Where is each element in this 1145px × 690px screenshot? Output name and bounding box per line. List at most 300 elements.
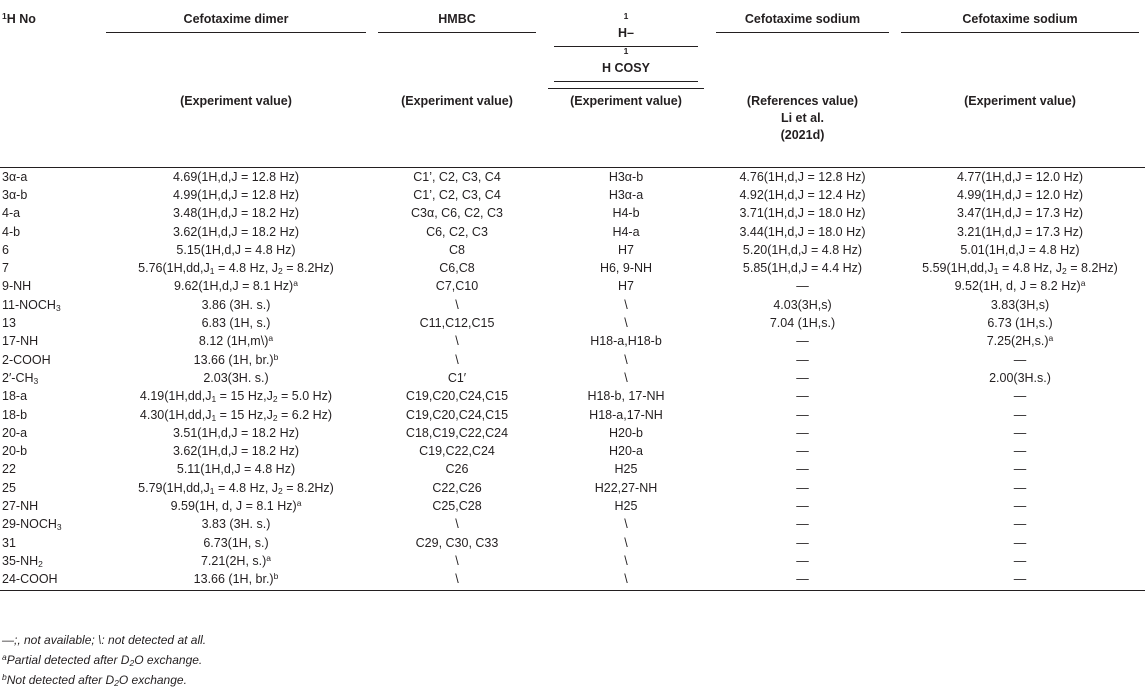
cell-dimer (100, 167, 372, 186)
cell-text: \ (624, 316, 628, 331)
cell-sodium-ref (710, 405, 895, 423)
cell-text: C25,C28 (432, 498, 482, 513)
footnote-mark: b (273, 351, 279, 362)
cell-sodium-ref (710, 442, 895, 460)
cell-text: 3.44(1H,d,J = 18.0 Hz) (739, 224, 866, 239)
cell-text: 4.99(1H,d,J = 12.8 Hz) (172, 187, 300, 202)
cell-text: 3.62(1H,d,J = 18.2 Hz) (172, 224, 300, 239)
cell-cosy (542, 186, 710, 204)
cell-text: 3.83 (3H. s.) (201, 517, 271, 532)
cell-text: 3.62(1H,d,J = 18.2 Hz) (172, 444, 300, 459)
cell-text: H7 (618, 279, 634, 294)
cell-h-no (0, 350, 100, 368)
cell-text: — (796, 535, 809, 550)
cell-text: — (796, 407, 809, 422)
cell-cosy (542, 277, 710, 295)
cell-dimer (100, 515, 372, 533)
cell-dimer (100, 277, 372, 295)
cell-cosy (542, 314, 710, 332)
cell-dimer: $4.19(1H,dd,J_1 = 15$ $Hz,J_2 = 5.0$ Hz) (139, 389, 333, 405)
cell-hmbc (372, 533, 542, 551)
cell-sodium-ref (710, 296, 895, 314)
cell-text: 4.76(1H,d,J = 12.8 Hz) (739, 169, 866, 184)
table-body (0, 167, 1145, 591)
table-row (0, 405, 1145, 423)
cell-text: C7,C10 (435, 279, 479, 294)
cell-text: \ (624, 370, 628, 385)
cell-h-no (0, 204, 100, 222)
cell-text: — (796, 279, 809, 294)
cell-sodium-exp (895, 424, 1145, 442)
table-row (0, 552, 1145, 570)
cell-sodium-ref (710, 570, 895, 591)
cell-text: C1’, C2, C3, C4 (413, 169, 501, 184)
cell-dimer (100, 497, 372, 515)
cell-sodium-exp (895, 387, 1145, 405)
cell-sodium-exp (895, 405, 1145, 423)
cell-cosy (542, 259, 710, 277)
cell-text: — (796, 352, 809, 367)
cell-cosy (542, 552, 710, 570)
cell-text: 9.62(1H,d,J = 8.1 Hz) (174, 279, 294, 294)
cell-text: H3α-b (608, 169, 644, 184)
table-row (0, 424, 1145, 442)
cell-text: — (796, 553, 809, 568)
footnote-mark: a (1048, 333, 1054, 344)
cell-cosy (542, 204, 710, 222)
cell-text: 9.52(1H, d, J = 8.2 Hz) (954, 279, 1081, 294)
cell-text: 7.04 (1H,s.) (769, 316, 836, 331)
cell-dimer (100, 424, 372, 442)
cell-hmbc (372, 442, 542, 460)
cell-text: 4.03(3H,s) (773, 297, 832, 312)
cell-text: 3.86 (3H. s.) (201, 297, 271, 312)
cell-dimer (100, 204, 372, 222)
cell-text: 4.69(1H,d,J = 12.8 Hz) (172, 169, 300, 184)
cell-cosy (542, 167, 710, 186)
cell-h-no (0, 497, 100, 515)
cell-h-no (0, 479, 100, 497)
header-cosy: $^1$ H– $^1$ H COSY (542, 0, 710, 89)
cell-text: — (796, 498, 809, 513)
cell-hmbc (372, 222, 542, 240)
cell-text: \ (624, 553, 628, 568)
cell-text: C26 (445, 462, 469, 477)
cell-text: 5.20(1H,d,J = 4.8 Hz) (742, 242, 863, 257)
cell-text: C3α, C6, C2, C3 (411, 206, 503, 221)
cell-text: H4-b (612, 206, 640, 221)
cell-dimer (100, 570, 372, 591)
cell-text: \ (624, 297, 628, 312)
cell-text: H18-b, 17-NH (587, 389, 665, 404)
cell-text: — (796, 334, 809, 349)
table-row (0, 222, 1145, 240)
cell-text: H22,27-NH (594, 480, 658, 495)
cell-text: C6, C2, C3 (426, 224, 488, 239)
cell-hmbc (372, 387, 542, 405)
footnote-legend: —;, not available; \: not detected at all. (2, 633, 207, 647)
cell-text: 29-NOCH (2, 517, 57, 532)
table-row (0, 241, 1145, 259)
cell-text: C22,C26 (432, 480, 482, 495)
cell-sodium-ref (710, 533, 895, 551)
cell-h-no (0, 186, 100, 204)
cell-hmbc (372, 460, 542, 478)
cell-text: 6.83 (1H, s.) (201, 316, 271, 331)
cell-text: 27-NH (2, 498, 39, 513)
cell-hmbc (372, 277, 542, 295)
cell-text: 20-b (2, 444, 28, 459)
footnote-mark: a (1080, 278, 1086, 289)
cell-h-no (0, 332, 100, 350)
cell-text: 7.25(2H,s.) (986, 334, 1049, 349)
cell-text: 2-COOH (2, 352, 51, 367)
cell-hmbc (372, 241, 542, 259)
cell-text: H18-a,H18-b (590, 334, 662, 349)
cell-hmbc (372, 296, 542, 314)
cell-text: 3.48(1H,d,J = 18.2 Hz) (172, 206, 300, 221)
cell-text: C1′ (447, 370, 467, 385)
cell-text: — (796, 480, 809, 495)
cell-text: C6,C8 (439, 261, 475, 276)
cell-text: — (1013, 553, 1027, 568)
cell-sodium-ref (710, 222, 895, 240)
cell-sodium-ref (710, 350, 895, 368)
cell-text: C19,C20,C24,C15 (405, 389, 509, 404)
cell-h-no (0, 460, 100, 478)
footnote-b: $^b$Not detected after $D_2O$ exchange. (2, 672, 187, 688)
cell-sodium-exp (895, 479, 1145, 497)
cell-text: H25 (614, 498, 638, 513)
cell-h-no (0, 222, 100, 240)
cell-dimer (100, 296, 372, 314)
cell-text: 11-NOCH (2, 297, 56, 312)
cell-text: 8.12 (1H,m\) (198, 334, 269, 349)
cell-text: H3α-a (608, 187, 644, 202)
cell-cosy (542, 332, 710, 350)
cell-text: C1’, C2, C3, C4 (413, 187, 501, 202)
cell-text: — (1013, 352, 1027, 367)
header-h-no: $^1$H No (2, 11, 36, 26)
cell-text: H6, 9-NH (599, 261, 653, 276)
cell-text: 4.99(1H,d,J = 12.0 Hz) (956, 187, 1084, 202)
cell-text: H20-b (608, 425, 644, 440)
table-row (0, 442, 1145, 460)
cell-sodium-ref (710, 204, 895, 222)
cell-text: C29, C30, C33 (415, 535, 499, 550)
cell-cosy (542, 442, 710, 460)
cell-hmbc (372, 186, 542, 204)
cell-text: — (1013, 425, 1027, 440)
cell-text: 5.01(1H,d,J = 4.8 Hz) (960, 242, 1080, 257)
cell-sodium-ref (710, 552, 895, 570)
cell-text: — (1013, 444, 1027, 459)
cell-text: 13.66 (1H, br.) (193, 572, 274, 587)
table-row (0, 570, 1145, 591)
cell-sodium-exp (895, 314, 1145, 332)
cell-text: \ (624, 352, 628, 367)
cell-hmbc (372, 497, 542, 515)
cell-cosy (542, 241, 710, 259)
table-row (0, 259, 1145, 277)
cell-h-no (0, 405, 100, 423)
cell-text: \ (455, 572, 459, 587)
subheader-dimer: (Experiment value) (100, 89, 372, 167)
cell-text: 25 (2, 480, 16, 495)
cell-text: 2.00(3H.s.) (989, 370, 1051, 385)
cell-dimer: $4.30(1H,dd,J_1 = 15$ $Hz,J_2 = 6.2$ Hz) (139, 407, 333, 423)
cell-h-no: $2'-CH_3$ (2, 370, 39, 386)
table-row (0, 369, 1145, 387)
cell-sodium-ref (710, 460, 895, 478)
cell-hmbc (372, 167, 542, 186)
table-row (0, 277, 1145, 295)
subheader-hmbc: (Experiment value) (372, 89, 542, 167)
cell-hmbc (372, 259, 542, 277)
cell-text: — (796, 572, 809, 587)
cell-hmbc (372, 479, 542, 497)
cell-text: 4-b (2, 224, 21, 239)
cell-sodium-exp (895, 186, 1145, 204)
subheader-cosy: (Experiment value) (542, 89, 710, 167)
cell-cosy (542, 570, 710, 591)
header-hmbc: HMBC (372, 0, 542, 89)
cell-text: — (1013, 535, 1027, 550)
cell-sodium-exp (895, 277, 1145, 295)
header-dimer: Cefotaxime dimer (100, 0, 372, 89)
cell-hmbc (372, 204, 542, 222)
cell-hmbc (372, 314, 542, 332)
cell-text: 13.66 (1H, br.) (193, 352, 274, 367)
cell-dimer (100, 552, 372, 570)
cell-dimer (100, 186, 372, 204)
cell-text: 35-NH (2, 553, 39, 568)
cell-text: 20-a (2, 425, 28, 440)
cell-text: 9.59(1H, d, J = 8.1 Hz) (170, 498, 297, 513)
cell-text: — (796, 370, 809, 385)
cell-text: — (796, 389, 809, 404)
table-footnotes (2, 630, 206, 690)
cell-cosy (542, 350, 710, 368)
footnote-mark: b (273, 571, 279, 582)
cell-sodium-ref (710, 167, 895, 186)
cell-sodium-exp (895, 222, 1145, 240)
cell-text: \ (624, 535, 628, 550)
cell-text: 6.73(1H, s.) (203, 535, 269, 550)
cell-sodium-ref (710, 186, 895, 204)
cell-cosy (542, 222, 710, 240)
cell-text: 24-COOH (2, 572, 58, 587)
table-row (0, 296, 1145, 314)
cell-text: 3.21(1H,d,J = 17.3 Hz) (956, 224, 1084, 239)
cell-hmbc (372, 369, 542, 387)
cell-text: — (1013, 389, 1027, 404)
cell-sodium-ref (710, 424, 895, 442)
cell-dimer (100, 350, 372, 368)
table-row (0, 332, 1145, 350)
cell-text: C18,C19,C22,C24 (405, 425, 509, 440)
cell-hmbc (372, 350, 542, 368)
cell-sodium-exp (895, 570, 1145, 591)
cell-text: C8 (449, 242, 465, 257)
cell-text: 31 (2, 535, 16, 550)
cell-hmbc (372, 332, 542, 350)
cell-text: \ (455, 334, 459, 349)
cell-cosy (542, 515, 710, 533)
cell-sodium-exp (895, 204, 1145, 222)
footnote-mark: a (293, 278, 298, 289)
cell-sodium-ref (710, 332, 895, 350)
cell-text: 3.51(1H,d,J = 18.2 Hz) (172, 425, 300, 440)
cell-sodium-exp (895, 332, 1145, 350)
cell-cosy (542, 369, 710, 387)
cell-h-no (0, 442, 100, 460)
cell-h-no (0, 314, 100, 332)
table-row (0, 460, 1145, 478)
cell-sodium-ref (710, 479, 895, 497)
cell-text: \ (455, 297, 459, 312)
cell-text: \ (455, 553, 459, 568)
cell-text: — (1013, 572, 1027, 587)
cell-text: — (796, 444, 809, 459)
cell-text: 17-NH (2, 334, 39, 349)
cell-hmbc (372, 405, 542, 423)
cell-text: C19,C20,C24,C15 (405, 407, 509, 422)
cell-text: \ (455, 517, 459, 532)
cell-text: 5.85(1H,d,J = 4.4 Hz) (742, 261, 863, 276)
subheader-exp: (Experiment value) (895, 89, 1145, 167)
cell-text: 2′-CH (2, 370, 34, 385)
footnote-mark: a (268, 333, 274, 344)
table-row (0, 497, 1145, 515)
cell-text: 3.83(3H,s) (990, 297, 1050, 312)
cell-cosy (542, 479, 710, 497)
cell-sodium-exp (895, 350, 1145, 368)
cell-hmbc (372, 570, 542, 591)
cell-dimer (100, 241, 372, 259)
cell-sodium-exp (895, 442, 1145, 460)
footnote-mark: a (266, 552, 272, 563)
table-row (0, 314, 1145, 332)
footnote-mark: a (296, 497, 302, 508)
cell-dimer (100, 332, 372, 350)
cell-text: 9-NH (2, 279, 32, 294)
cell-text: 2.03(3H. s.) (203, 370, 269, 385)
cell-cosy (542, 533, 710, 551)
cell-sodium-exp (895, 533, 1145, 551)
cell-text: — (796, 517, 809, 532)
table-row (0, 204, 1145, 222)
cell-h-no (0, 387, 100, 405)
subheader-ref: (References value) Li et al. (2021d) (710, 89, 895, 167)
cell-h-no (0, 241, 100, 259)
subheader-empty (0, 89, 100, 167)
cell-sodium-exp (895, 369, 1145, 387)
cell-sodium-ref (710, 241, 895, 259)
cell-h-no: $35-NH_2$ (2, 553, 43, 569)
cell-text: \ (624, 572, 628, 587)
cell-text: 3.71(1H,d,J = 18.0 Hz) (739, 206, 866, 221)
cell-text: — (1013, 407, 1027, 422)
cell-cosy (542, 296, 710, 314)
table-row (0, 350, 1145, 368)
cell-h-no: $11-NOCH_3$ (2, 297, 61, 313)
cell-cosy (542, 387, 710, 405)
cell-text: C19,C22,C24 (419, 444, 495, 459)
cell-sodium-exp (895, 552, 1145, 570)
cell-dimer: $5.79(1H,dd,J_1 = 4.8$ Hz, $J_2 = 8.2Hz$) (138, 480, 334, 496)
cell-hmbc (372, 515, 542, 533)
cell-hmbc (372, 424, 542, 442)
table-row (0, 186, 1145, 204)
cell-text: 7 (2, 261, 9, 276)
cell-text: 7.21(2H, s.) (200, 553, 267, 568)
cell-dimer: $5.76(1H,dd,J_1 = 4.8$ Hz, $J_2 = 8.2Hz$) (138, 261, 334, 277)
cell-text: — (1013, 498, 1027, 513)
cell-text: 13 (2, 316, 16, 331)
table-header (0, 0, 1145, 167)
cell-text: — (796, 462, 809, 477)
cell-cosy (542, 424, 710, 442)
cell-sodium-exp: $5.59(1H,dd,J_1 = 4.8$ Hz, $J_2 = 8.2Hz$) (922, 261, 1118, 277)
cell-text: 18-a (2, 389, 28, 404)
cell-sodium-exp (895, 460, 1145, 478)
cell-h-no: $29-NOCH_3$ (2, 517, 62, 533)
cell-text: 3α-a (2, 169, 28, 184)
cell-h-no (0, 533, 100, 551)
cell-dimer (100, 222, 372, 240)
cell-sodium-ref (710, 314, 895, 332)
cell-text: 18-b (2, 407, 28, 422)
cell-text: 3.47(1H,d,J = 17.3 Hz) (956, 206, 1084, 221)
cell-text: 6.73 (1H,s.) (987, 316, 1053, 331)
cell-dimer (100, 314, 372, 332)
cell-sodium-ref (710, 369, 895, 387)
table-row (0, 167, 1145, 186)
cell-text: H7 (618, 242, 634, 257)
header-sodium-exp: Cefotaxime sodium (895, 0, 1145, 89)
cell-dimer (100, 460, 372, 478)
cell-sodium-exp (895, 497, 1145, 515)
cell-cosy (542, 460, 710, 478)
table-row (0, 479, 1145, 497)
cell-text: \ (624, 517, 628, 532)
cell-text: — (1013, 480, 1027, 495)
cell-dimer (100, 369, 372, 387)
cell-h-no (0, 570, 100, 591)
cell-sodium-ref (710, 259, 895, 277)
cell-text: 4-a (2, 206, 21, 221)
cell-cosy (542, 497, 710, 515)
cell-text: H25 (614, 462, 638, 477)
cell-dimer (100, 442, 372, 460)
cell-text: — (1013, 517, 1027, 532)
cell-h-no (0, 167, 100, 186)
cell-text: 6 (2, 242, 9, 257)
cell-h-no (0, 259, 100, 277)
cell-sodium-ref (710, 387, 895, 405)
cell-text: H4-a (612, 224, 640, 239)
cell-sodium-ref (710, 497, 895, 515)
cell-text: 3α-b (2, 187, 28, 202)
cell-text: — (1013, 462, 1027, 477)
table-row (0, 387, 1145, 405)
cell-h-no (0, 424, 100, 442)
cell-text: H20-a (608, 444, 644, 459)
cell-cosy (542, 405, 710, 423)
cell-text: C11,C12,C15 (419, 316, 495, 331)
cell-sodium-exp (895, 296, 1145, 314)
